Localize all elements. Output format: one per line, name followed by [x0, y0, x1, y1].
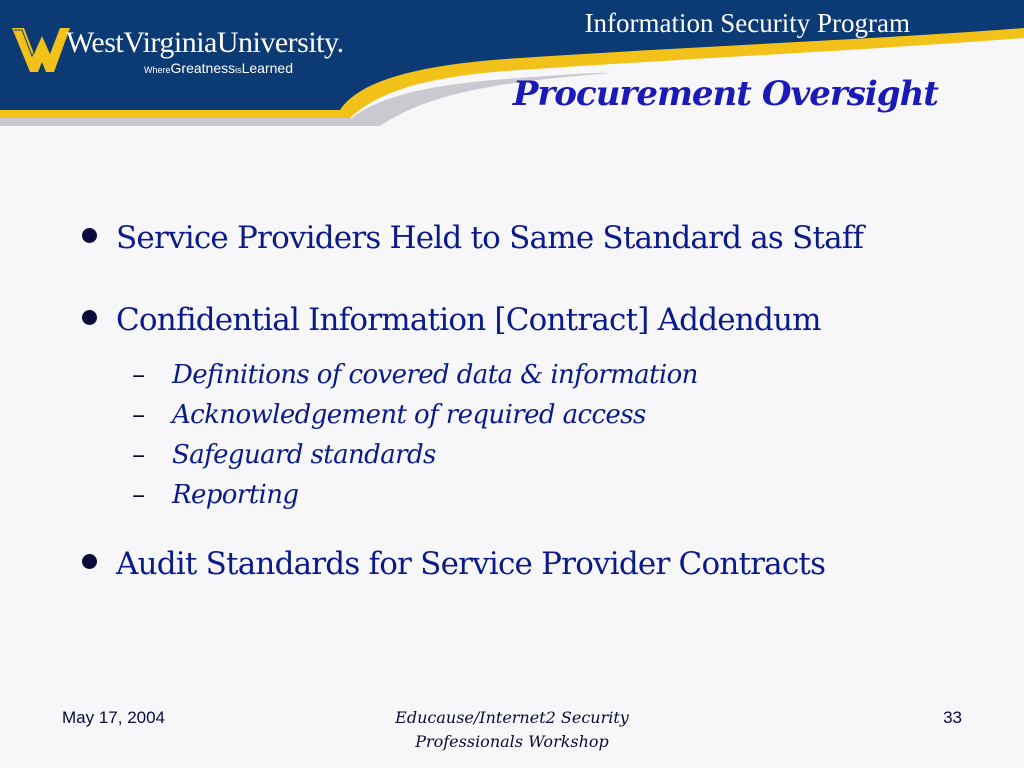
bullet-dot-icon — [82, 554, 97, 569]
bullet-item: Confidential Information [Contract] Addendum — [82, 302, 982, 338]
logo-tagline: WhereGreatnessisLearned — [144, 60, 293, 76]
dash-icon: – — [132, 360, 145, 390]
slide-title: Procurement Oversight — [512, 74, 938, 114]
sub-bullet-item: – Reporting — [132, 480, 299, 510]
dash-icon: – — [132, 480, 145, 510]
bullet-dot-icon — [82, 228, 97, 243]
logo-wordmark: WestVirginiaUniversity. — [66, 26, 344, 59]
bullet-dot-icon — [82, 310, 97, 325]
dash-icon: – — [132, 440, 145, 470]
page-number: 33 — [943, 708, 962, 727]
sub-bullet-item: – Definitions of covered data & information — [132, 360, 698, 390]
bullet-item: Audit Standards for Service Provider Contracts — [82, 546, 982, 582]
footer-event: Educause/Internet2 Security Professionals Workshop — [395, 708, 629, 751]
bullet-item: Service Providers Held to Same Standard as Staff — [82, 220, 982, 256]
program-title: Information Security Program — [584, 8, 910, 38]
footer-date: May 17, 2004 — [62, 708, 166, 727]
sub-bullet-item: – Safeguard standards — [132, 440, 436, 470]
sub-bullet-item: – Acknowledgement of required access — [132, 400, 646, 430]
dash-icon: – — [132, 400, 145, 430]
